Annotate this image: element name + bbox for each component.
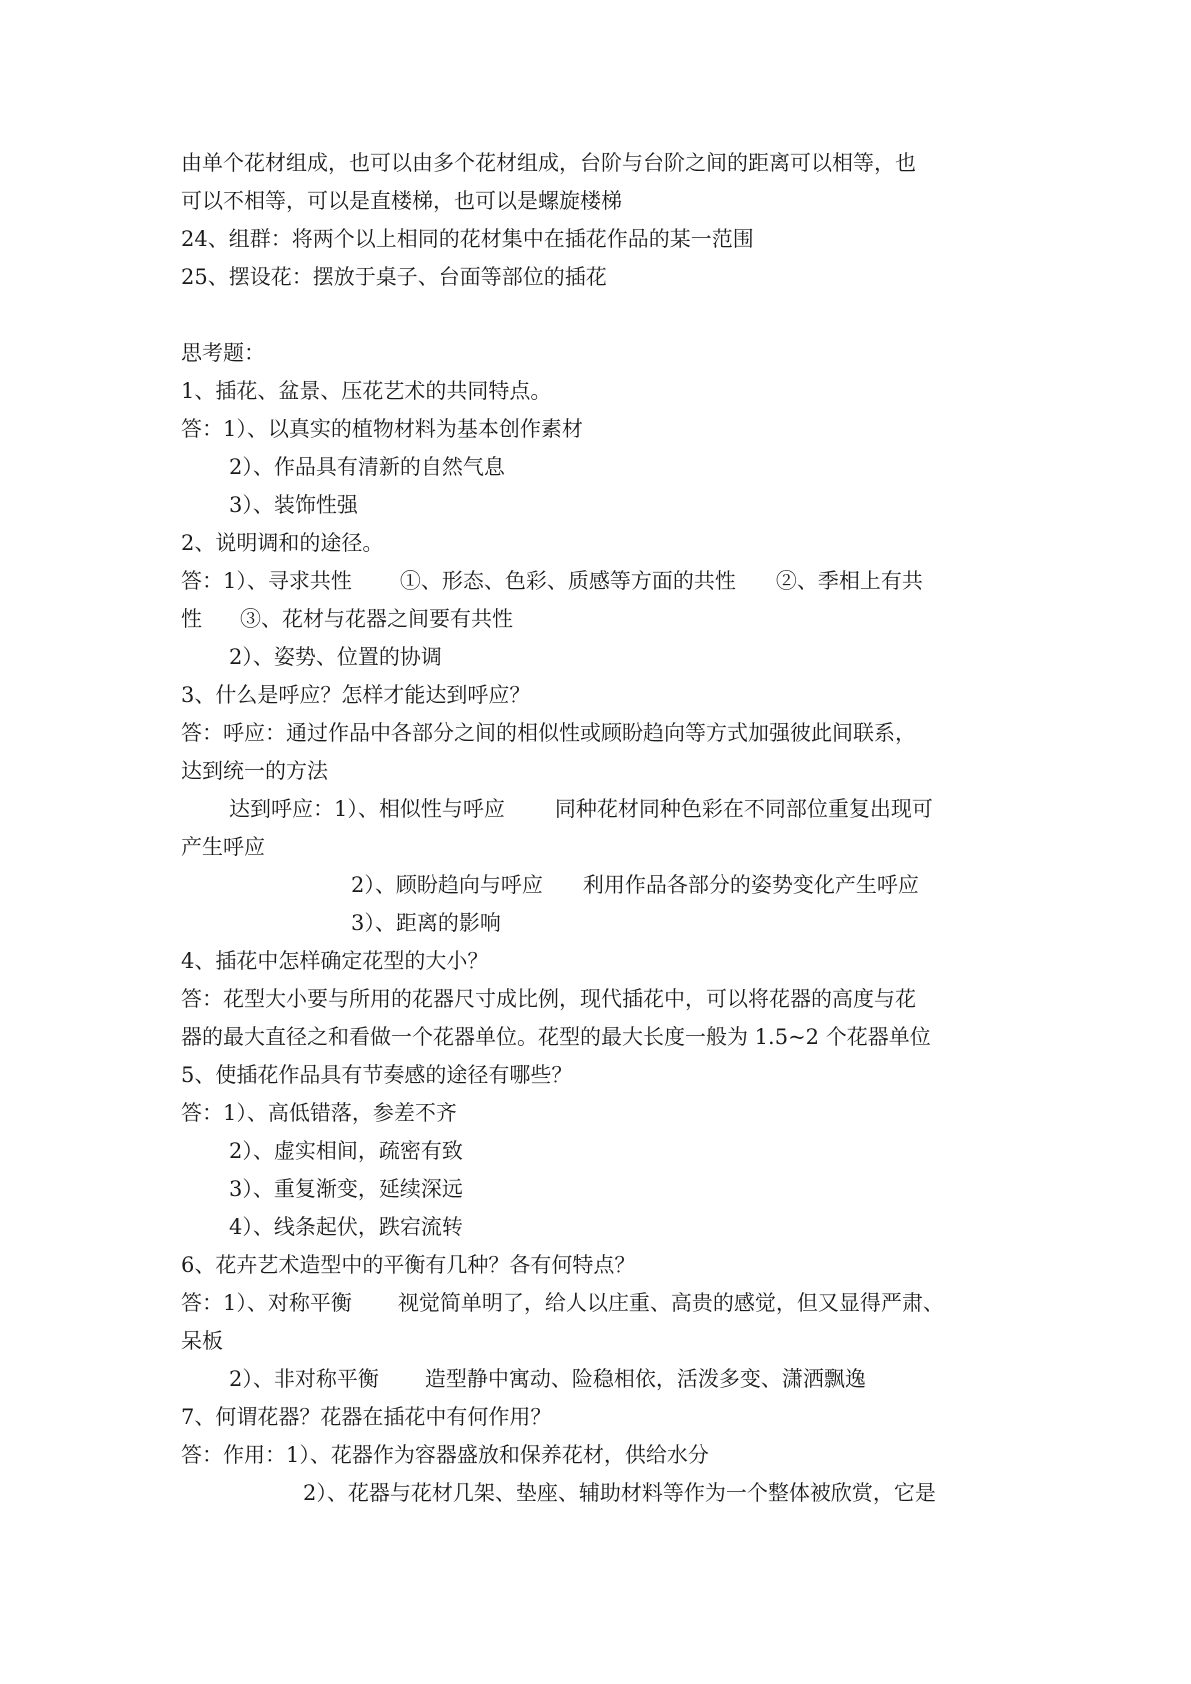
answer-segment: 答：1）、寻求共性	[181, 569, 352, 593]
answer-line: 4）、线条起伏，跌宕流转	[229, 1215, 463, 1239]
answer-segment: 答：1）、对称平衡	[181, 1291, 352, 1315]
question-5: 5、使插花作品具有节奏感的途径有哪些？	[181, 1063, 573, 1087]
question-7: 7、何谓花器？花器在插花中有何作用？	[181, 1405, 552, 1429]
answer-line: 答：作用：1）、花器作为容器盛放和保养花材，供给水分	[181, 1443, 709, 1467]
text-line: 可以不相等，可以是直楼梯，也可以是螺旋楼梯	[181, 189, 622, 213]
answer-line: 3）、装饰性强	[229, 493, 358, 517]
answer-line: 3）、重复渐变，延续深远	[229, 1177, 463, 1201]
answer-segment: ①、形态、色彩、质感等方面的共性	[399, 569, 736, 593]
blank-line	[181, 296, 1021, 334]
section-title: 思考题：	[181, 341, 265, 365]
answer-segment: 同种花材同种色彩在不同部位重复出现可	[554, 797, 933, 821]
answer-segment: 2）、非对称平衡	[229, 1367, 379, 1391]
answer-segment: 视觉简单明了，给人以庄重、高贵的感觉，但又显得严肃、	[397, 1291, 944, 1315]
answer-line: 答：1）、高低错落，参差不齐	[181, 1101, 457, 1125]
term-24: 24、组群：将两个以上相同的花材集中在插花作品的某一范围	[181, 227, 754, 251]
answer-segment: 达到呼应：1）、相似性与呼应	[229, 797, 505, 821]
term-25: 25、摆设花：摆放于桌子、台面等部位的插花	[181, 265, 607, 289]
answer-line	[181, 562, 1021, 600]
answer-line: 呆板	[181, 1329, 223, 1353]
answer-line	[181, 866, 1021, 904]
answer-line: 答：花型大小要与所用的花器尺寸成比例，现代插花中，可以将花器的高度与花	[181, 987, 916, 1011]
text-line: 由单个花材组成，也可以由多个花材组成，台阶与台阶之间的距离可以相等，也	[181, 151, 916, 175]
answer-line: 器的最大直径之和看做一个花器单位。花型的最大长度一般为 1.5~2 个花器单位	[181, 1025, 931, 1049]
answer-segment: 利用作品各部分的姿势变化产生呼应	[582, 873, 919, 897]
question-4: 4、插花中怎样确定花型的大小？	[181, 949, 489, 973]
question-1: 1、插花、盆景、压花艺术的共同特点。	[181, 379, 552, 403]
answer-line	[181, 1284, 1021, 1322]
answer-segment: ②、季相上有共	[775, 569, 923, 593]
answer-segment: 性	[181, 607, 202, 631]
answer-segment: 2）、顾盼趋向与呼应	[351, 873, 543, 897]
answer-line: 2）、作品具有清新的自然气息	[229, 455, 505, 479]
answer-segment: 造型静中寓动、险稳相依，活泼多变、潇洒飘逸	[424, 1367, 866, 1391]
answer-line: 3）、距离的影响	[351, 911, 501, 935]
question-3: 3、什么是呼应？怎样才能达到呼应？	[181, 683, 531, 707]
answer-line: 产生呼应	[181, 835, 265, 859]
answer-line	[181, 1360, 1021, 1398]
question-6: 6、花卉艺术造型中的平衡有几种？各有何特点？	[181, 1253, 636, 1277]
answer-line	[181, 600, 1021, 638]
answer-line: 2）、虚实相间，疏密有致	[229, 1139, 463, 1163]
answer-line: 答：呼应：通过作品中各部分之间的相似性或顾盼趋向等方式加强彼此间联系，	[181, 721, 916, 745]
answer-line: 达到统一的方法	[181, 759, 328, 783]
answer-line: 2）、姿势、位置的协调	[229, 645, 442, 669]
answer-line: 2）、花器与花材几架、垫座、辅助材料等作为一个整体被欣赏，它是	[303, 1481, 936, 1505]
answer-line: 答：1）、以真实的植物材料为基本创作素材	[181, 417, 583, 441]
document-body	[181, 144, 1021, 1512]
answer-segment: ③、花材与花器之间要有共性	[240, 607, 513, 631]
answer-line	[181, 790, 1021, 828]
question-2: 2、说明调和的途径。	[181, 531, 384, 555]
